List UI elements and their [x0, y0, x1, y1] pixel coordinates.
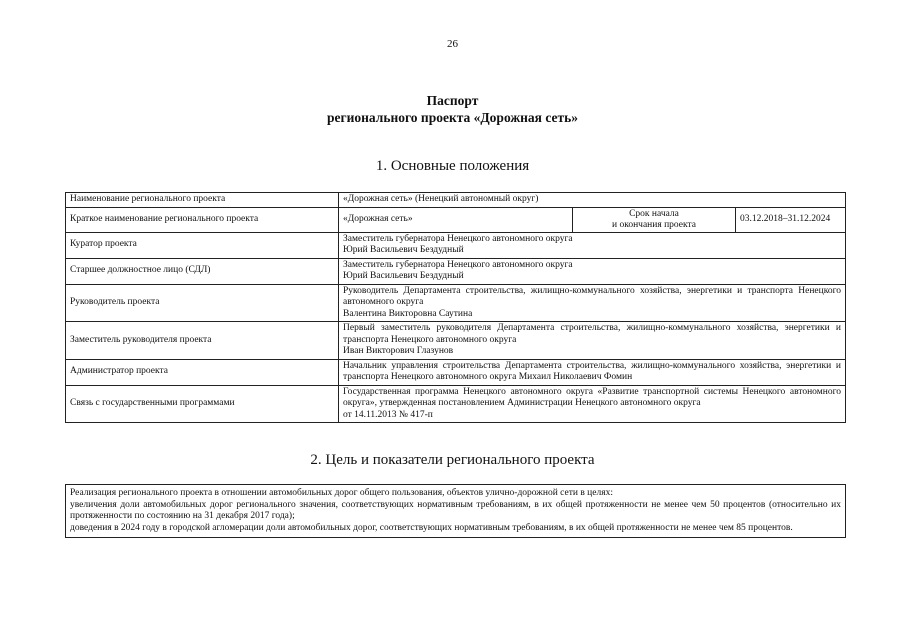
- table-row-name: [66, 193, 846, 208]
- value-line-2: Валентина Викторовна Саутина: [343, 308, 473, 319]
- row-value: «Дорожная сеть»: [339, 207, 573, 232]
- document-title: [0, 92, 905, 126]
- row-label: Администратор проекта: [66, 359, 339, 385]
- value-line-1: Заместитель губернатора Ненецкого автономного округа: [343, 259, 573, 270]
- table-row-short-name: [66, 207, 846, 232]
- title-line-1: Паспорт: [426, 93, 479, 108]
- table-row-state-programs: [66, 385, 846, 423]
- row-value: [339, 258, 846, 284]
- timing-label-line-1: Срок начала: [629, 208, 679, 219]
- section-1-heading: 1. Основные положения: [375, 158, 530, 174]
- value-line-2: Иван Викторович Глазунов: [343, 346, 454, 356]
- value-line-2: Юрий Васильевич Бездудный: [343, 271, 464, 281]
- value-line-1: Первый заместитель руководителя Департамента строительства, жилищно-коммунального хозяйства, энергетики и транспорта Ненецкого автономного округа: [343, 323, 841, 345]
- row-value: [339, 284, 846, 322]
- timing-label: [573, 207, 736, 232]
- table-row-senior-official: [66, 258, 846, 284]
- row-label: Заместитель руководителя проекта: [66, 322, 339, 360]
- row-label: Куратор проекта: [66, 232, 339, 258]
- timing-value: 03.12.2018–31.12.2024: [736, 207, 846, 232]
- row-label: Наименование регионального проекта: [66, 193, 339, 208]
- row-label: Краткое наименование регионального проекта: [66, 207, 339, 232]
- row-label: Связь с государственными программами: [66, 385, 339, 423]
- row-value: [339, 322, 846, 360]
- row-label: Старшее должностное лицо (СДЛ): [66, 258, 339, 284]
- table-row-curator: [66, 232, 846, 258]
- value-line-1: Государственная программа Ненецкого автономного округа «Развитие транспортной системы Ненецкого автономного округа», утвержденная постановлением Администрации Ненецкого автономного округа: [343, 386, 841, 408]
- value-line-2: от 14.11.2013 № 417-п: [343, 409, 433, 420]
- row-value: [339, 385, 846, 423]
- main-provisions-table: [65, 192, 846, 423]
- row-value: Начальник управления строительства Департамента строительства, жилищно-коммунального хозяйства, энергетики и транспорта Ненецкого автономного округа Михаил Николаевич Фомин: [339, 359, 846, 385]
- table-row-head: [66, 284, 846, 322]
- value-line-1: Заместитель губернатора Ненецкого автономного округа: [343, 233, 573, 244]
- value-line-1: Руководитель Департамента строительства, жилищно-коммунального хозяйства, энергетики и транспорта Ненецкого автономного округа: [343, 285, 841, 307]
- title-line-2: регионального проекта «Дорожная сеть»: [326, 110, 579, 125]
- page-number: 26: [447, 38, 458, 50]
- row-label: Руководитель проекта: [66, 284, 339, 322]
- table-row-administrator: [66, 359, 846, 385]
- section-2-heading: 2. Цель и показатели регионального проекта: [310, 452, 595, 468]
- value-line-2: Юрий Васильевич Бездудный: [343, 245, 464, 255]
- timing-label-line-2: и окончания проекта: [612, 219, 696, 230]
- project-goal-box: [65, 484, 846, 538]
- table-row-deputy-head: [66, 322, 846, 360]
- goal-paragraph-1: Реализация регионального проекта в отношении автомобильных дорог общего пользования, объектов улично-дорожной сети в целях:: [70, 488, 613, 498]
- row-value: «Дорожная сеть» (Ненецкий автономный округ): [339, 193, 846, 208]
- goal-paragraph-3: доведения в 2024 году в городской агломерации доли автомобильных дорог, соответствующих нормативным требованиям, в их общей протяженности не менее чем 85 процентов.: [70, 522, 793, 533]
- row-value: [339, 232, 846, 258]
- goal-paragraph-2: увеличения доли автомобильных дорог регионального значения, соответствующих нормативным требованиям, в их общей протяженности не менее чем 50 процентов (относительно их протяженности по состоянию на 31 декабря 2017 года);: [70, 499, 841, 521]
